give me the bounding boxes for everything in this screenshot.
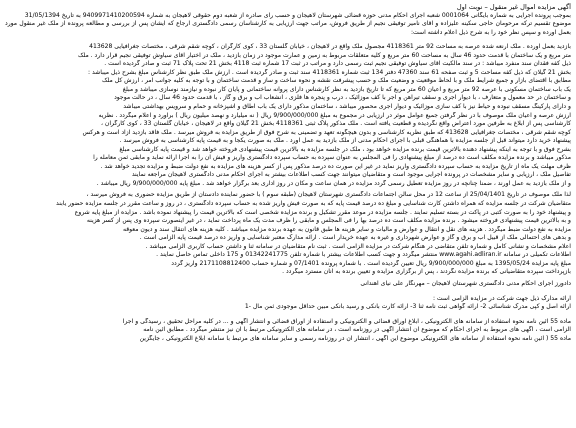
report-line: کوچه شقم شرقی ، مختصات جغرافیایی 413628 که طبق نظریه کارشناسی و بدون هیچگونه تعهد و تضمینی به شرح فوق از طریق مزایده به فروش میرسد . ملک فاقد بازدید آزاد است و هرکس bbox=[82, 128, 571, 136]
footer-notes bbox=[5, 318, 571, 344]
report-line: ذیل کفه فقدان سند منفرد میباشد : در سند مالکیت آقای سیاوش توفیقی نجیم ثبت رسمی دارد و مراتب در ثبت 17 شماره ثبت 4118 بخش 21 تحت پلاک 71 ثبت و صادر گردیده است . bbox=[104, 60, 571, 68]
report-line: ظرف مهلت یک ماه از تاریخ مزایده به حساب سپرده دادگستری واریز نماید در غیر این صورت ده درصد مذکور پس از کسر هزینه های مزایده به نفع دولت ضبط و مزایده تجدید خواهد شد . bbox=[100, 162, 571, 170]
report-line: یک باب ساختمان مسکونی با عرصه 92 متر مربع و اعیان 60 متر مربع که تا تاریخ بازدید به نظر کارشناس دارای پروانه ساختمانی و پایان کار نبوده و نیازمند نوسازی میباشد و مبلغ bbox=[122, 85, 571, 93]
auction-terms bbox=[5, 191, 571, 276]
auction-line: متقاضیان شرکت در جلسه مزایده که همراه داشتن کارت شناسایی و مبلغ ده درصد قیمت پایه که به صورت فیش واریز شده به حساب سپرده دادگستری ، در روز و ساعت مقرر در جلسه مزایده حضور یابند bbox=[56, 200, 571, 208]
report-line: بخش 21 گیلان که ذیل کفه مساحت 5 و ثبت صفحه 61 سند 47360 دفتر 134 ثبت شماره 4118361 سند ثبت و صادر گردیده است . ارزش ملک طبق نظر کارشناس مبلغ بشرح ذیل میباشد : bbox=[87, 68, 571, 76]
notice-header: آگهی مزایده اموال غیر منقول – نوبت اول bbox=[456, 3, 571, 11]
footer-line: الزامی است ، آگهی های مربوط به اجرای احکام که موضوع آن انتشار آگهی در روزنامه است ، در سامانه های الکترونیکی مرتبط با آن نیز منتشر میگردد . مطابق آئین نامه bbox=[143, 326, 571, 334]
attachments-line: ارائه اصل و کپی مدرک شناسائی 2- ارائه گواهی ثبت نامه ثنا 3- ارائه کارت بانکی و رسید بانکی مبین حداقل موجودی ثمن مال -1 bbox=[244, 303, 571, 311]
report-line: تفاصیل ملک ، ارزیابی و سایر مشخصات در پرونده اجرایی موجود است و متقاضیان میتوانند جهت کسب اطلاعات بیشتر به اجرای احکام مدنی دادگستری لاهیجان مراجعه نمایند bbox=[131, 171, 571, 179]
report-line: و دارای پارکینگ مسقف نبوده و حیاط نیز با کف سازی موزائیک و دیوار آجری محصور میباشد ، ساختمان مذکور دارای یک باب اطاق و آشپزخانه و حمام و سرویس بهداشتی میباشد bbox=[123, 103, 571, 111]
auction-line: مبلغ پایه مزایده 1395/05/24 به مبلغ 9/900/000/000 ریال تعیین گردیده است . با شماره پرونده 07/1401 و شماره حساب 2171108812400 واریز گردد bbox=[171, 259, 571, 267]
intro-line: بموجب پرونده اجرایی به شماره بایگانی 0001064 شعبه اجرای احکام مدنی حوزه قضائی شهرستان لاهیجان و حسب رای صادره از شعبه دوم حقوقی لاهیجان به شماره 9409971410200594 به تاریخ 31/05/1394 bbox=[24, 11, 571, 19]
auction-line: مزایده به نفع دولت ضبط میگردد . هزینه های نقل و انتقال و عوارض و مالیات و سایر هزینه ها طبق قانون به عهده برنده مزایده میباشد . کلیه هزینه های انتقال سند و دیون معوقه bbox=[122, 225, 571, 233]
report-line: و ساختمان در حد معمول و متعارف ، با دیوار آجری و سقف تیرآهن و آجر با کف موزائیک ، درب و پنجره ها فلزی ، انشعاب آب و برق و گاز ، با قدمت حدود 46 سال ، در حالت موجود bbox=[114, 94, 571, 102]
intro-line: بعمل آورده و سپس نظر خود را به شرح ذیل اعلام داشته است: bbox=[410, 28, 571, 36]
footer-line: ماده 55 آئین نامه نحوه استفاده از سامانه های الکترونیکی ، ابلاغ اوراق قضائی و الکترونیکی و استفاده از اوراق قضائی و انتشار آگهی و ... در کلیه مراحل تحقیق ، رسیدگی و اجرا bbox=[122, 317, 571, 325]
footer-line: ماده 55 ( آئین نامه نحوه استفاده از سامانه های الکترونیکی موضوع این آگهی ، انتشار آن در روزنامه رسمی و سایر سامانه های مرتبط با سامانه ابلاغ الکترونیکی ، جایگزین bbox=[139, 334, 571, 342]
report-line: ارزش عرصه و اعیان ملک موصوف با در نظر گرفتن جمیع عوامل موثر در ارزیابی در مجموع به مبلغ 9/900/000/000 ریال ( نه میلیارد و نهصد میلیون ریال ) برآورد و اعلام میگردد . نظریه bbox=[98, 111, 571, 119]
report-line: مذکور میباشد و برنده مزایده مکلف است ده درصد از مبلغ پیشنهادی را فی المجلس به عنوان سپرده به حساب سپرده دادگستری واریز و فیش آن را به اجرا ارائه نماید و مابقی ثمن معامله را bbox=[93, 154, 571, 162]
auction-line: اعلام مشخصات و نشانی کامل و شماره تلفن متقاضی در هنگام شرکت در مزایده الزامی است . ثبت نام متقاضیان در سامانه ثنا و داشتن حساب کاربری الزامی میباشد . bbox=[145, 242, 571, 250]
auction-line: و بدهی های احتمالی ملک از قبیل آب و برق و گاز و عوارض شهرداری و غیره به عهده خریدار است . ارائه مدارک معتبر شناسایی و واریز ده درصد قیمت پایه الزامی است . bbox=[139, 234, 571, 242]
report-line: بشرح فوق و با توجه به اینکه پیشنهاد دهنده بالاترین قیمت برنده مزایده خواهد بود ، ملک در جلسه مزایده به بالاترین قیمت پیشنهادی فروخته خواهد شد و قیمت پایه کارشناسی مبلغ bbox=[119, 145, 571, 153]
auction-line: لذا ملک موصوف در تاریخ 25/04/1401 از ساعت 12 در محل سالن اجتماعات دادگستری شهرستان لاهیجان (طبقه سوم ) با حضور نماینده دادستان از طریق مزایده حضوری به فروش میرسد ، bbox=[86, 191, 571, 199]
auction-line: و پیشنهاد خود را به صورت کتبی در پاکت در بسته تسلیم نمایند . جلسه مزایده در موعد مقرر تشکیل و برنده مزایده شخصی است که بالاترین قیمت را پیشنهاد نموده باشد . مزایده از مبلغ پایه شروع bbox=[74, 208, 571, 216]
attachments-title: ارائه مدارک ذیل جهت شرکت در مزایده الزامی است : bbox=[432, 294, 571, 302]
report-line: کارشناسی پس از ابلاغ به طرفین مورد اعتراض واقع نگردیده و قطعیت یافته است . ملک مذکور پلاک ثبتی 4118361 بخش 21 گیلان واقع در لاهیجان ، خیابان گلستان 33 ، کوی کارگران ، bbox=[100, 120, 571, 128]
appraisal-report bbox=[5, 43, 571, 188]
report-line: پیشنهاد خرید دارد میتواند قبل از جلسه مزایده با هماهنگی قبلی با اجرای احکام مدنی از ملک بازدید به عمل آورد . ملک به صورت یکجا و به قیمت پایه کارشناسی به فروش میرسد . bbox=[119, 137, 571, 145]
auction-line: بازپرداخت سپرده متقاضیانی که برنده مزایده نگردند ، پس از برگزاری مزایده و تعیین برنده به آنان مسترد میگردد . bbox=[282, 268, 571, 276]
intro-line: موضوع تقسیم ترکه مرحومان حاجی سکینه علیزاده و آقای نامیر توفیقی نجیم از طریق فروش، مراتب جهت ارزیابی به کارشناسان رسمی دادگستری ارجاع که ایشان پس از بررسی و مطالعه پرونده از ملک غیر منقول مورد bbox=[5, 20, 571, 28]
signature-line: دادورز اجرای احکام مدنی دادگستری شهرستان لاهیجان – مهرنگار علی نیای آهندانی bbox=[360, 279, 571, 287]
report-line: متر مربع و یک ساختمان با قدمت حدود 46 سال به مساحت 60 متر مربع و کلیه متعلقات مربوط به زمین و عمارت موجود در زمان بازدید ، ملک در اختیار آقای سیاوش توفیقی نجیم قرار دارد . ملک bbox=[78, 51, 571, 59]
report-line: و از ملک بازدید به عمل آورند ، ضمنا چنانچه در روز مزایده تعطیل رسمی گردد مزایده در همان ساعت و مکان در روز اداری بعد برگزار خواهد شد . مبلغ پایه 9/900/000/000 ریال میباشد . bbox=[96, 179, 571, 187]
report-line: مطابق با اقتضای بازار و جمیع شرایط ملک و با لحاظ موقعیت و وضعیت ملک و حسب پیشرفت نقشه و نحوه ساخت و ساز و قدمت ساختمان و با توجه به کلیه جوانب امر ، ارزش کل ملک bbox=[102, 77, 571, 85]
report-line: بازدید بعمل آورده . ملک ارنعه شده عرصه به مساحت 92 متر 4118361 مجصول ملک واقع در لاهیجان ، خیابان گلستان 33 ، کوی کارگران ، کوچه شقم شرقی ، مختصات جغرافیایی 413628 bbox=[89, 43, 571, 51]
auction-line: و به بالاترین قیمت پیشنهادی فروخته میشود . برنده مزایده مکلف است ده درصد بها را فی المجلس و مابقی را ظرف مدت یک ماه پرداخت نماید ، در غیر اینصورت سپرده وی پس از کسر هزینه bbox=[86, 217, 571, 225]
auction-line: اطلاعات تکمیلی در سامانه www.agahi.adliran.ir منتشر میگردد و جهت کسب اطلاعات بیشتر با شماره تلفن 01342241775 و 175 داخلی تماس حاصل نمایند . bbox=[156, 251, 571, 259]
